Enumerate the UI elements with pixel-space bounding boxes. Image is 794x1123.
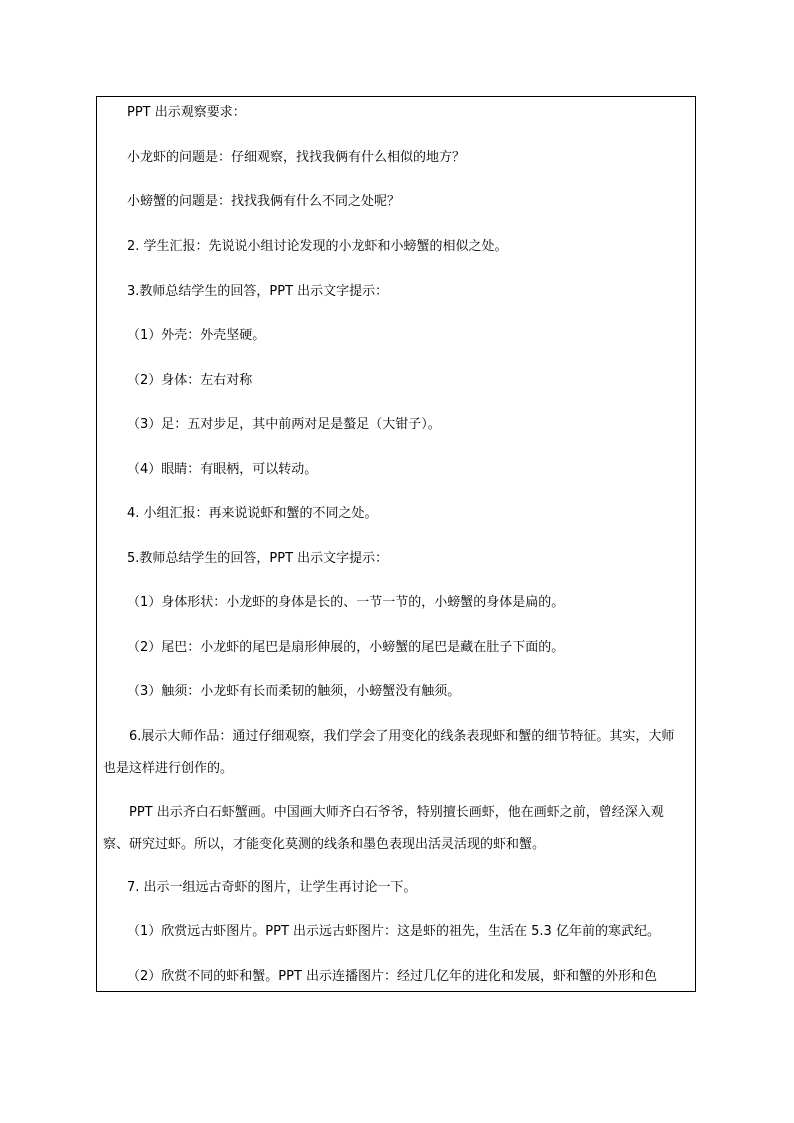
paragraph-crab-question: 小螃蟹的问题是：找找我俩有什么不同之处呢？ [127, 194, 401, 209]
paragraph-step-2: 2. 学生汇报：先说说小组讨论发现的小龙虾和小螃蟹的相似之处。 [127, 239, 508, 254]
paragraph-crayfish-question: 小龙虾的问题是：仔细观察，找找我俩有什么相似的地方？ [127, 150, 466, 165]
paragraph-similarity-1: （1）外壳：外壳坚硬。 [127, 328, 266, 343]
paragraph-observation-requirement: PPT 出示观察要求： [127, 105, 246, 120]
paragraph-difference-1: （1）身体形状：小龙虾的身体是长的、一节一节的，小螃蟹的身体是扁的。 [127, 595, 565, 610]
paragraph-qi-baishi: PPT 出示齐白石虾蟹画。中国画大师齐白石爷爷，特别擅长画虾，他在画虾之前，曾经深入观察、研究过虾。所以，才能变化莫测的线条和墨色表现出活灵活现的虾和蟹。 [103, 805, 664, 852]
paragraph-step-3: 3.教师总结学生的回答，PPT 出示文字提示： [127, 284, 389, 299]
paragraph-similarity-2: （2）身体：左右对称 [127, 373, 253, 388]
paragraph-difference-3: （3）触须：小龙虾有长而柔韧的触须，小螃蟹没有触须。 [127, 684, 461, 699]
paragraph-step-7: 7. 出示一组远古奇虾的图片，让学生再讨论一下。 [127, 880, 417, 895]
paragraph-step-5: 5.教师总结学生的回答，PPT 出示文字提示： [127, 551, 389, 566]
paragraph-difference-2: （2）尾巴：小龙虾的尾巴是扇形伸展的，小螃蟹的尾巴是藏在肚子下面的。 [127, 640, 565, 655]
paragraph-ancient-shrimp: （1）欣赏远古虾图片。PPT 出示远古虾图片：这是虾的祖先，生活在 5.3 亿年前的寒武纪。 [127, 924, 660, 939]
paragraph-step-6: 6.展示大师作品：通过仔细观察，我们学会了用变化的线条表现虾和蟹的细节特征。其实，大师也是这样进行创作的。 [103, 729, 675, 776]
paragraph-evolution: （2）欣赏不同的虾和蟹。PPT 出示连播图片：经过几亿年的进化和发展，虾和蟹的外形和色 [127, 969, 658, 984]
paragraph-step-4: 4. 小组汇报：再来说说虾和蟹的不同之处。 [127, 506, 378, 521]
paragraph-similarity-3: （3）足：五对步足，其中前两对足是螯足（大钳子）。 [127, 417, 441, 432]
document-table-cell [96, 96, 696, 992]
paragraph-similarity-4: （4）眼睛：有眼柄，可以转动。 [127, 462, 318, 477]
